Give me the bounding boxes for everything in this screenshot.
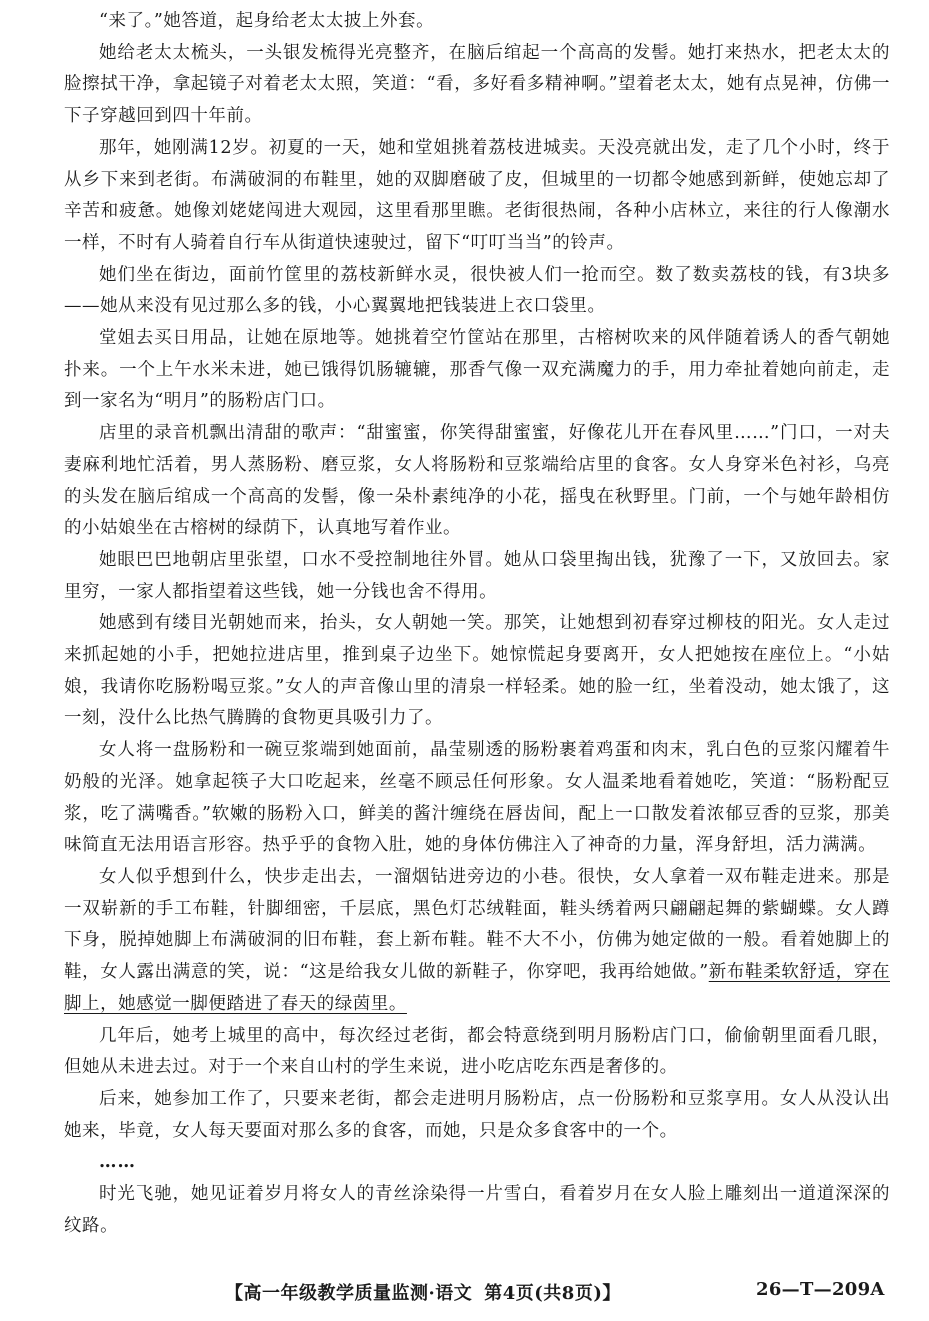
footer-title-block	[225, 1279, 621, 1305]
paragraph-2: 她给老太太梳头，一头银发梳得光亮整齐，在脑后绾起一个高高的发髻。她打来热水，把老太太的脸擦拭干净，拿起镜子对着老太太照，笑道：“看，多好看多精神啊。”望着老太太，她有点晃神，仿佛一下子穿越回到四十年前。	[64, 42, 890, 127]
paragraph-12: 后来，她参加工作了，只要来老街，都会走进明月肠粉店，点一份肠粉和豆浆享用。女人从没认出她来，毕竟，女人每天要面对那么多的食客，而她，只是众多食客中的一个。	[64, 1088, 890, 1141]
ellipsis-separator: ……	[99, 1152, 136, 1173]
paragraph-7: 她眼巴巴地朝店里张望，口水不受控制地往外冒。她从口袋里掏出钱，犹豫了一下，又放回去。家里穷，一家人都指望着这些钱，她一分钱也舍不得用。	[64, 549, 890, 602]
paragraph-6: 店里的录音机飘出清甜的歌声：“甜蜜蜜，你笑得甜蜜蜜，好像花儿开在春风里……”门口，一对夫妻麻利地忙活着，男人蒸肠粉、磨豆浆，女人将肠粉和豆浆端给店里的食客。女人身穿米色衬衫，乌亮的头发在脑后绾成一个高高的发髻，像一朵朴素纯净的小花，摇曳在秋野里。门前，一个与她年龄相仿的小姑娘坐在古榕树的绿荫下，认真地写着作业。	[64, 423, 890, 539]
article-body	[64, 6, 890, 1242]
footer-paper-code: 26—T—209A	[756, 1279, 885, 1300]
paragraph-3: 那年，她刚满12岁。初夏的一天，她和堂姐挑着荔枝进城卖。天没亮就出发，走了几个小时，终于从乡下来到老街。布满破洞的布鞋里，她的双脚磨破了皮，但城里的一切都令她感到新鲜，使她忘却了辛苦和疲惫。她像刘姥姥闯进大观园，这里看那里瞧。老街很热闹，各种小店林立，来往的行人像潮水一样，不时有人骑着自行车从街道快速驶过，留下“叮叮当当”的铃声。	[64, 137, 890, 253]
paragraph-10	[64, 862, 890, 1021]
paragraph-9: 女人将一盘肠粉和一碗豆浆端到她面前，晶莹剔透的肠粉裹着鸡蛋和肉末，乳白色的豆浆闪耀着牛奶般的光泽。她拿起筷子大口吃起来，丝毫不顾忌任何形象。女人温柔地看着她吃，笑道：“肠粉配豆浆，吃了满嘴香。”软嫩的肠粉入口，鲜美的酱汁缠绕在唇齿间，配上一口散发着浓郁豆香的豆浆，那美味简直无法用语言形容。热乎乎的食物入肚，她的身体仿佛注入了神奇的力量，浑身舒坦，活力满满。	[64, 740, 890, 856]
paragraph-13: 时光飞驰，她见证着岁月将女人的青丝涂染得一片雪白，看着岁月在女人脸上雕刻出一道道深深的纹路。	[64, 1184, 890, 1236]
footer-exam-title: 【高一年级教学质量监测·语文	[225, 1283, 473, 1304]
footer-page-info: 第4页(共8页)】	[484, 1283, 621, 1304]
paragraph-5: 堂姐去买日用品，让她在原地等。她挑着空竹筐站在那里，古榕树吹来的风伴随着诱人的香气朝她扑来。一个上午水米未进，她已饿得饥肠辘辘，那香气像一双充满魔力的手，用力牵扯着她向前走，走到一家名为“明月”的肠粉店门口。	[64, 328, 890, 412]
paragraph-8: 她感到有缕目光朝她而来，抬头，女人朝她一笑。那笑，让她想到初春穿过柳枝的阳光。女人走过来抓起她的小手，把她拉进店里，推到桌子边坐下。她惊慌起身要离开，女人把她按在座位上。“小姑娘，我请你吃肠粉喝豆浆。”女人的声音像山里的清泉一样轻柔。她的脸一红，坐着没动，她太饿了，这一刻，没什么比热气腾腾的食物更具吸引力了。	[64, 613, 890, 729]
paragraph-10-text: 女人似乎想到什么，快步走出去，一溜烟钻进旁边的小巷。很快，女人拿着一双布鞋走进来。那是一双崭新的手工布鞋，针脚细密，千层底，黑色灯芯绒鞋面，鞋头绣着两只翩翩起舞的紫蝴蝶。女人蹲下身，脱掉她脚上布满破洞的旧布鞋，套上新布鞋。鞋不大不小，仿佛为她定做的一般。看着她脚上的鞋，女人露出满意的笑，说：“这是给我女儿做的新鞋子，你穿吧，我再给她做。”	[64, 866, 890, 983]
underlined-sentence: 新布鞋柔软舒适，穿在脚上，她感觉一脚便踏进了春天的绿茵里。	[64, 962, 890, 1014]
paragraph-11: 几年后，她考上城里的高中，每次经过老街，都会特意绕到明月肠粉店门口，偷偷朝里面看几眼，但她从未进去过。对于一个来自山村的学生来说，进小吃店吃东西是奢侈的。	[64, 1025, 890, 1078]
page-footer	[0, 1275, 929, 1309]
paragraph-1: “来了。”她答道，起身给老太太披上外套。	[99, 11, 435, 31]
paragraph-4: 她们坐在街边，面前竹筐里的荔枝新鲜水灵，很快被人们一抢而空。数了数卖荔枝的钱，有3块多——她从来没有见过那么多的钱，小心翼翼地把钱装进上衣口袋里。	[64, 264, 890, 317]
